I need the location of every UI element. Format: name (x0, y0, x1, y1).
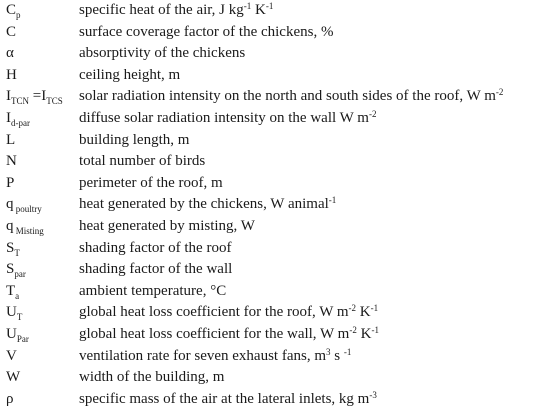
symbol: $U_{Par}$ (6, 326, 29, 344)
symbol: N (6, 153, 17, 170)
definition: specific heat of the air, J $kg^{-1}$ $K^{-1}$ (79, 1, 274, 18)
nomenclature-row (0, 0, 560, 20)
nomenclature-row (0, 65, 560, 85)
definition: total number of birds (79, 153, 206, 170)
definition: ceiling height, m (79, 66, 181, 83)
symbol: α (6, 45, 14, 62)
symbol: $S_{par}$ (6, 261, 26, 280)
definition: perimeter of the roof, m (79, 174, 223, 191)
nomenclature-row (0, 173, 560, 193)
definition: ambient temperature, °C (79, 282, 227, 299)
nomenclature-row (0, 86, 560, 106)
definition: width of the building, m (79, 369, 225, 386)
symbol: H (6, 66, 17, 83)
symbol: $I_{d-par}$ (6, 110, 30, 128)
definition: absorptivity of the chickens (79, 45, 246, 62)
definition: diffuse solar radiation intensity on the wall W $m^{-2}$ (79, 109, 377, 126)
symbol: q $_{Misting}$ (6, 218, 44, 236)
symbol: P (6, 174, 15, 191)
definition: global heat loss coefficient for the roof, W $m^{-2}$ $K^{-1}$ (79, 303, 379, 321)
definition: solar radiation intensity on the north and south sides of the roof, W $m^{-2}$ (79, 87, 504, 105)
symbol: L (6, 131, 16, 148)
symbol: $U_T$ (6, 304, 23, 323)
nomenclature-row (0, 43, 560, 63)
symbol: $S_T$ (6, 239, 20, 258)
symbol: $I_{TCN} =I_{TCS}$ (6, 88, 63, 107)
nomenclature-row (0, 194, 560, 214)
symbol: $C_p$ (6, 2, 21, 20)
definition: specific mass of the air at the lateral inlets, kg $m^{-3}$ (79, 389, 377, 407)
nomenclature-row (0, 389, 560, 409)
definition: global heat loss coefficient for the wall, W $m^{-2}$ $K^{-1}$ (79, 325, 379, 342)
nomenclature-row (0, 259, 560, 279)
definition: heat generated by the chickens, W animal$^{-1}$ (79, 195, 337, 213)
nomenclature-row (0, 302, 560, 322)
symbol: V (6, 347, 17, 364)
symbol: W (6, 369, 21, 386)
definition: shading factor of the wall (79, 261, 233, 278)
nomenclature-row (0, 324, 560, 344)
symbol: q $_{poultry}$ (6, 196, 42, 215)
definition: ventilation rate for seven exhaust fans, $m^3$ s $^{-1}$ (79, 346, 352, 364)
definition: shading factor of the roof (79, 239, 232, 256)
nomenclature-row (0, 151, 560, 171)
nomenclature-row (0, 216, 560, 236)
definition: surface coverage factor of the chickens, % (79, 23, 334, 40)
nomenclature-row (0, 238, 560, 258)
nomenclature-row (0, 108, 560, 128)
nomenclature-row (0, 346, 560, 366)
symbol: C (6, 23, 17, 40)
definition: building length, m (79, 131, 190, 148)
definition: heat generated by misting, W (79, 218, 255, 234)
nomenclature-row (0, 130, 560, 150)
nomenclature-row (0, 281, 560, 301)
symbol: $T_a$ (6, 282, 20, 301)
symbol: ρ (6, 390, 14, 407)
nomenclature-row (0, 367, 560, 387)
nomenclature-row (0, 22, 560, 42)
